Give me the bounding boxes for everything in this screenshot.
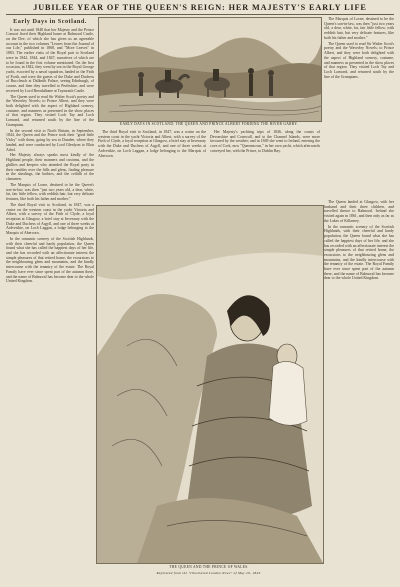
engraving-caption-top: EARLY DAYS IN SCOTLAND: THE QUEEN AND PRINCE ALBERT FORDING THE RIVER GARRY. <box>120 122 298 126</box>
engraving-queen-prince-of-wales <box>96 205 324 564</box>
engraving-fording-river <box>98 17 322 122</box>
article-paragraph: The Queen used to read Sir Walter Scott's poetry and the Waverley Novels; to Prince Albert, and they were both delighted with the aspect of Highland scenery, costume, and manners as presented in the show places of that region. They visited Loch Tay and Loch Lomond, and returned south by the line of the Grampians. <box>324 41 394 79</box>
article-paragraph: Her Majesty always speaks most kindly of the Highland people, their manners and customs, and the ghillies and keepers who attended the Royal party in their rambles over the hills and glens, finding pleasure in the shealings, the bothies, and the ceilidh of the clansmen. <box>6 153 94 181</box>
article-paragraph: Her Majesty's yachting trips of 1846, along the coasts of Devonshire and Cornwall, and to the Channel Islands, were more favoured by the weather; and in 1849 she went to Ireland, entering the cove of Cork, now "Queenstown," in her own yacht, which afterwards conveyed her, with the Prince, to Dublin Bay. <box>210 130 320 153</box>
article-paragraph: The Marquis of Lorne, destined to be the Queen's son-in-law, was then "just two years old, a dear, white, fat, fair little fellow, with reddish hair, but very delicate features, like both his father and mother." <box>324 17 394 40</box>
column-middle-a <box>98 130 206 202</box>
article-paragraph: The Marquis of Lorne, destined to be the Queen's son-in-law, was then "just two years old, a dear, white, fat, fair little fellow, with reddish hair, but very delicate features, like both his father and mother." <box>6 182 94 201</box>
article-paragraph: In the romantic scenery of the Scottish Highlands, with their cheerful and hardy population, the Queen found what she has called the happiest days of her life, and she has recorded with an affectionate interest the simple pleasures of that retired home, the excursions to the neighbouring glens and mountains, and the kindly intercourse with the tenantry of the estate. The Royal Family have ever since spent part of the autumn there, and the name of Balmoral has become dear to the whole United Kingdom. <box>324 224 394 281</box>
article-paragraph: The Queen landed at Glasgow, with her husband and their three children, and travelled thence to Balmoral. Ireland she visited again in 1861, and then only as far as the Lakes of Killarney. <box>324 200 394 223</box>
engraving-illustration <box>99 18 321 121</box>
article-paragraph: The third Royal visit to Scotland, in 1847, was a cruise on the western coast in the yacht Victoria and Albert, with a survey of the Firth of Clyde, a loyal reception at Glasgow, a brief stay at Inveraray with the Duke and Duchess of Argyll, and one of three weeks at Ardverikie, on Loch Laggan, a lodge belonging to the Marquis of Abercorn. <box>98 130 206 158</box>
column-right-bottom <box>324 200 394 583</box>
engraving-portrait <box>97 206 323 563</box>
article-paragraph: In the second visit to North Britain, in September, 1844, the Queen and the Prince took their "good little Vicky" with them, going by sea to Dundee, where they landed, and were conducted by Lord Glenlyon to Blair Athol. <box>6 128 94 152</box>
article-title: Early Days in Scotland. <box>13 18 87 25</box>
article-paragraph: In the romantic scenery of the Scottish Highlands, with their cheerful and hardy population, the Queen found what she has called the happiest days of her life, and she has recorded with an affectionate interest the simple pleasures of that retired home, the excursions to the neighbouring glens and mountains, and the kindly intercourse with the tenantry of the estate. The Royal Family have ever since spent part of the autumn there, and the name of Balmoral has become dear to the whole United Kingdom. <box>6 236 94 284</box>
header-rule <box>6 14 394 15</box>
column-middle-b <box>210 130 320 202</box>
engraving-source: Reprinted from the "Illustrated London News" of May 20, 1843. <box>156 571 262 575</box>
column-left <box>6 17 94 583</box>
article-paragraph: The third Royal visit to Scotland, in 1847, was a cruise on the western coast in the yacht Victoria and Albert, with a survey of the Firth of Clyde, a loyal reception at Glasgow, a brief stay at Inveraray with the Duke and Duchess of Argyll, and one of three weeks at Ardverikie, on Loch Laggan, a lodge belonging to the Marquis of Abercorn. <box>6 202 94 236</box>
article-paragraph: It was not until 1848 that her Majesty and the Prince Consort fixed their Highland home at Balmoral Castle, on the Dee, of which she has given us an agreeable account in the two volumes "Leaves from the Journal of our Life," published in 1868, and "More Leaves" in 1883. The earlier visits of the Royal pair to Scotland were in 1842, 1844, and 1847, narratives of which are to be found in the first volume mentioned. On the first occasion, in 1842, they went by sea in the Royal George yacht, escorted by a naval squadron, landed in the Firth of Forth, and were the guests of the Duke and Duchess of Buccleuch at Dalkeith Palace, seeing Edinburgh, of course, and then they travelled to Perthshire, and were received by Lord Breadalbane at Taymouth Castle. <box>6 27 94 93</box>
article-paragraph: The Queen used to read Sir Walter Scott's poetry and the Waverley Novels; to Prince Albert, and they were both delighted with the aspect of Highland scenery, costume, and manners as presented in the show places of that region. They visited Loch Tay and Loch Lomond, and returned south by the line of the Grampians. <box>6 94 94 127</box>
column-right-top <box>324 17 394 197</box>
running-head: JUBILEE YEAR OF THE QUEEN'S REIGN: HER MAJESTY'S EARLY LIFE <box>33 3 367 12</box>
engraving-caption-bottom: THE QUEEN AND THE PRINCE OF WALES. <box>169 565 249 569</box>
